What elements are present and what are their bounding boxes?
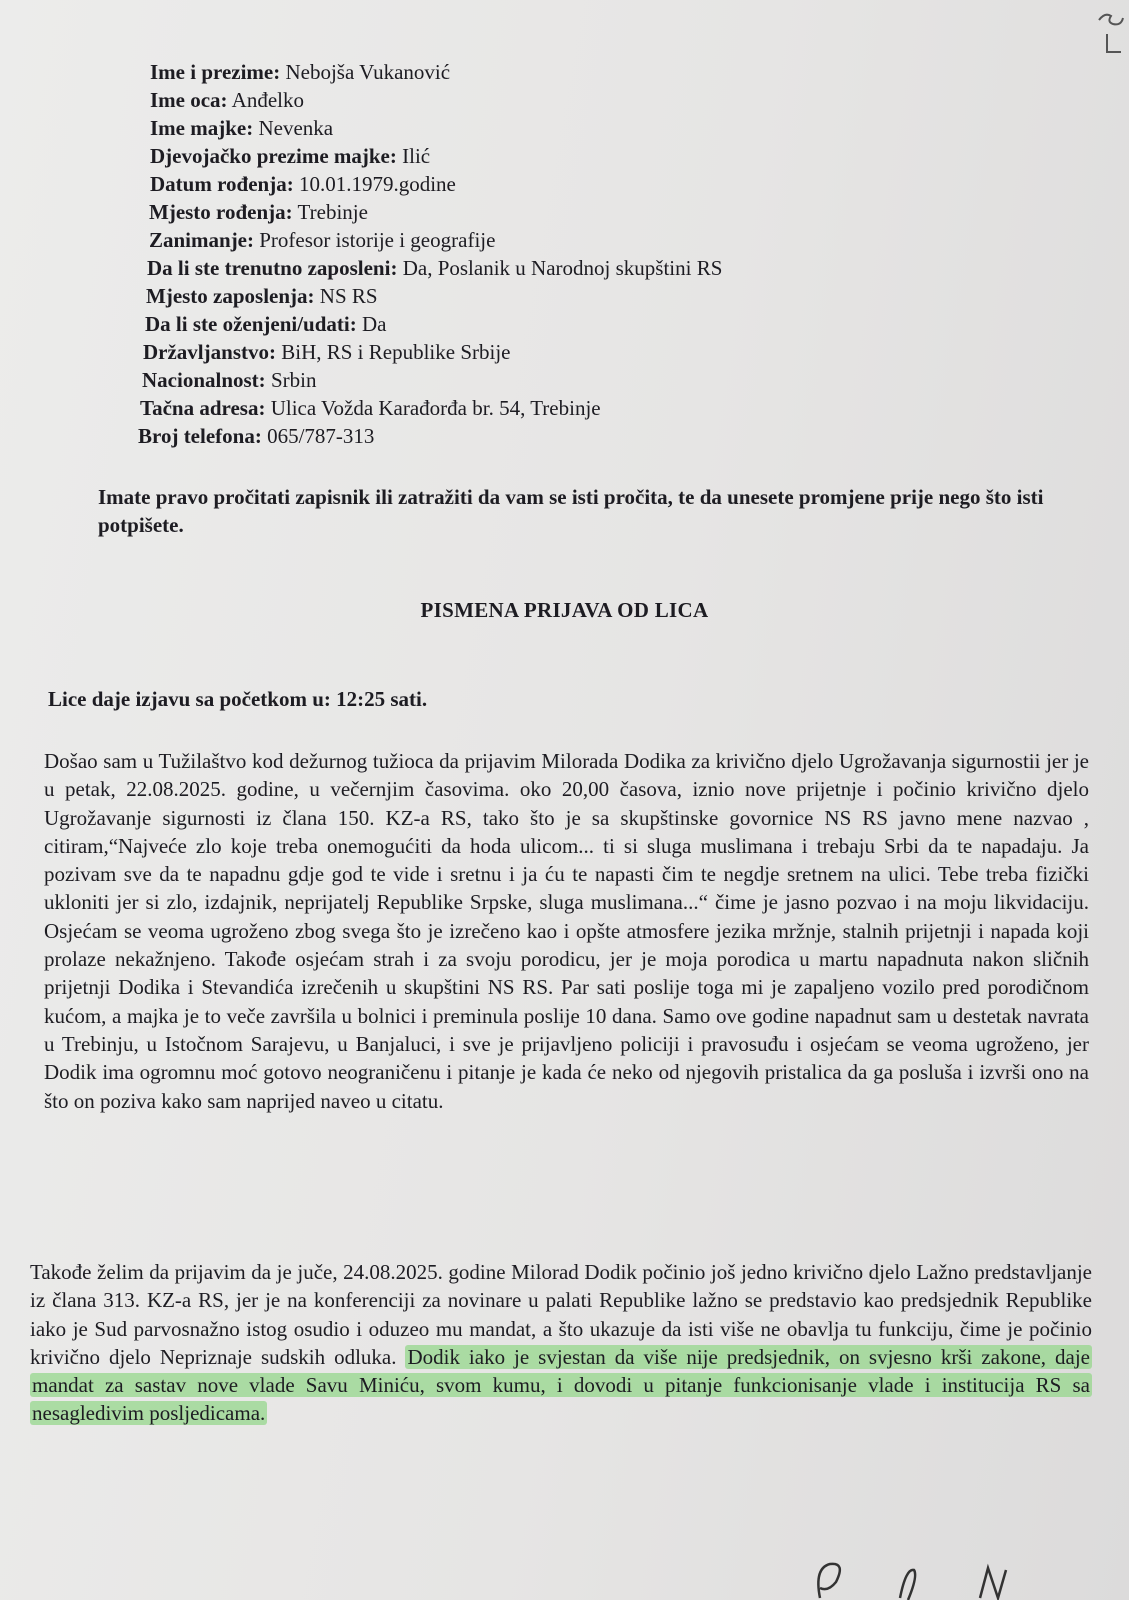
field-ime-majke [150, 115, 333, 141]
start-time-line: Lice daje izjavu sa početkom u: 12:25 sati. [48, 687, 428, 711]
field-value: Da [361, 312, 387, 336]
rights-notice: Imate pravo pročitati zapisnik ili zatražiti da vam se isti pročita, te da unesete promjene prije nego što isti potpišete. [98, 485, 1044, 537]
field-value: Srbin [270, 368, 317, 392]
field-nacionalnost [142, 367, 316, 393]
field-value: Ilić [402, 144, 431, 168]
paragraph-2-text: Takođe želim da prijavim da je juče, 24.08.2025. godine Milorad Dodik počinio još jedno krivično djelo Lažno predstavljanje iz člana 313. KZ-a RS, jer je na konferenciji za novinare u palati Republike lažno se predstavio kao predsjednik Republike iako je Sud parvosnažno istog osudio i oduzeo mu mandat, a što ukazuje da isti više ne obavlja tu funkciju, čime je počinio krivično djelo Nepriznaje sudskih odluka. [30, 1260, 1092, 1369]
field-zanimanje [149, 227, 495, 253]
field-mjesto-rodjenja [149, 199, 368, 225]
field-label: Da li ste trenutno zaposleni: [147, 256, 398, 280]
field-value: Da, Poslanik u Narodnoj skupštini RS [402, 256, 723, 280]
field-value: Profesor istorije i geografije [259, 228, 496, 252]
field-djevojacko-prezime [150, 143, 430, 169]
field-value: Nebojša Vukanović [285, 60, 451, 84]
field-label: Mjesto zaposlenja: [146, 284, 315, 308]
statement-paragraph-2 [30, 1258, 1092, 1428]
highlighted-passage: Dodik iako je svjestan da više nije predsjednik, on svjesno krši zakone, daje mandat za sastav nove vlade Savu Miniću, svom kumu, i dovodi u pitanje funkcionisanje vlade i institucija RS sa nesagledivim posljedicama. [32, 1344, 1090, 1426]
field-telefon [138, 423, 374, 449]
field-label: Datum rođenja: [150, 172, 294, 196]
field-drzavljanstvo [143, 339, 511, 365]
field-label: Zanimanje: [149, 228, 254, 252]
field-ime-i-prezime [150, 59, 450, 85]
field-zaposleni [147, 255, 722, 281]
signature-scribble-icon [790, 1538, 1050, 1600]
field-label: Ime majke: [150, 116, 254, 140]
field-ozenjeni [145, 311, 386, 337]
field-value: BiH, RS i Republike Srbije [281, 340, 511, 364]
field-label: Mjesto rođenja: [149, 200, 293, 224]
field-value: 065/787-313 [267, 424, 375, 448]
field-label: Tačna adresa: [140, 396, 266, 420]
document-title: PISMENA PRIJAVA OD LICA [420, 598, 709, 622]
field-adresa [140, 395, 601, 421]
field-label: Broj telefona: [138, 424, 262, 448]
field-label: Djevojačko prezime majke: [150, 144, 397, 168]
statement-paragraph-1: Došao sam u Tužilaštvo kod dežurnog tužioca da prijavim Milorada Dodika za krivično djelo Ugrožavanja sigurnostii jer je u petak, 22.08.2025. godine, u večernjim časovima. oko 20,00 časova, iznio nove prijetnje i počinio krivično djelo Ugrožavanje sigurnosti iz člana 150. KZ-a RS, tako što je sa skupštinske govornice NS RS javno mene nazvao , citiram,“Najveće zlo koje treba onemogućiti da hoda ulicom... ti si sluga muslimana i trebaju Srbi da te napadaju. Ja pozivam sve da te napadnu gdje god te vide i sretnu i ja ću te napasti čim te negdje sretnem na ulici. Tebe treba fizički ukloniti jer si zlo, izdajnik, neprijatelj Republike Srpske, sluga muslimana...“ čime je jasno pozvao i na moju likvidaciju. Osjećam se veoma ugroženo zbog svega što je izrečeno kao i opšte atmosfere jezika mržnje, stalnih prijetnji i napada koji prolaze nekažnjeno. Takođe osjećam strah i za svoju porodicu, jer je moja porodica u martu napadnuta nakon sličnih prijetnji Dodika i Stevandića izrečenih u skupštini NS RS. Par sati poslije toga mi je zapaljeno vozilo pred porodičnom kućom, a majka je to veče završila u bolnici i preminula poslije 10 dana. Samo ove godine napadnut sam u destetak navrata u Trebinju, u Istočnom Sarajevu, u Banjaluci, i sve je prijavljeno policiji i pravosuđu i osjećam se veoma ugroženo, jer Dodik ima ogromnu moć gotovo neograničenu i pitanje je kada će neko od njegovih pristalica da ga posluša i izvrši ono na što on poziva kako sam naprijed naveo u citatu. [44, 749, 1089, 1113]
handwritten-corner-note [1059, 0, 1129, 70]
field-ime-oca [150, 87, 304, 113]
field-value: Trebinje [297, 200, 368, 224]
field-value: 10.01.1979.godine [298, 172, 456, 196]
field-label: Državljanstvo: [143, 340, 276, 364]
field-value: Anđelko [231, 88, 304, 112]
field-value: Ulica Vožda Karađorđa br. 54, Trebinje [270, 396, 601, 420]
handwriting-scribble-icon [1059, 0, 1129, 70]
field-mjesto-zaposlenja [146, 283, 378, 309]
field-label: Nacionalnost: [142, 368, 266, 392]
field-label: Ime i prezime: [150, 60, 281, 84]
field-value: Nevenka [258, 116, 334, 140]
field-datum-rodjenja [150, 171, 456, 197]
field-value: NS RS [319, 284, 378, 308]
field-label: Ime oca: [150, 88, 228, 112]
field-label: Da li ste oženjeni/udati: [145, 312, 357, 336]
